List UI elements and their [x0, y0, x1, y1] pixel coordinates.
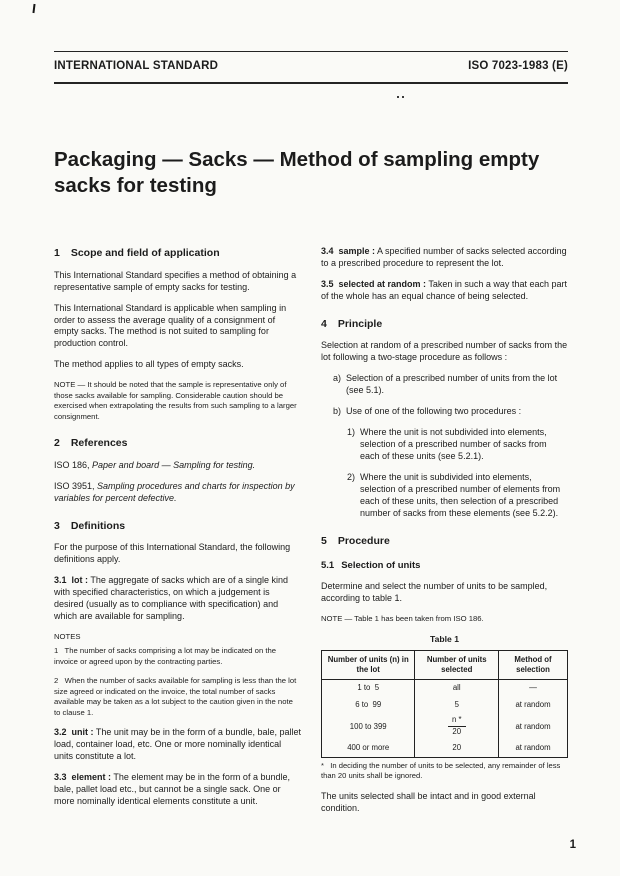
table-cell: 400 or more	[322, 740, 415, 757]
reference-title: Paper and board — Sampling for testing.	[92, 459, 256, 470]
reference-title: Sampling procedures and charts for inspection by variables for percent defective.	[54, 480, 298, 503]
section-title: References	[70, 437, 128, 450]
section-3-heading	[54, 520, 301, 533]
list-item-a: a) Selection of a prescribed number of units from the lot (see 5.1).	[333, 373, 560, 396]
section-number: 5.1	[321, 559, 335, 571]
definition-3-3	[54, 772, 301, 808]
table-header-row	[322, 651, 568, 680]
list-item-b1: 1) Where the unit is not subdivided into elements, selection of a prescribed number of sacks from each of these units (see 5.2.1).	[347, 427, 550, 462]
section-title: Principle	[337, 317, 383, 330]
section-title: Definitions	[70, 519, 126, 532]
section-title: Selection of units	[341, 559, 421, 571]
paragraph: The method applies to all types of empty sacks.	[54, 359, 244, 370]
table-header-cell: Method of selection	[499, 651, 568, 680]
page-header	[54, 60, 568, 72]
table-cell	[415, 713, 499, 740]
section-title: Procedure	[337, 535, 390, 548]
section-2-heading	[54, 437, 301, 450]
note: NOTE — It should be noted that the sample is representative only of those sacks available for sampling. Considerable caution should be exercised when extrapolating the results from such sampling to a larger consignment.	[54, 380, 299, 421]
section-5-1-heading	[321, 560, 568, 573]
standard-type-label: INTERNATIONAL STANDARD	[54, 60, 219, 72]
paragraph: For the purpose of this International Standard, the following definitions apply.	[54, 542, 293, 565]
paragraph: Selection at random of a prescribed number of sacks from the lot following a two-stage procedure as follows :	[321, 340, 570, 363]
table-cell: —	[499, 680, 568, 697]
content-columns	[54, 246, 568, 824]
reference-iso-186	[54, 460, 301, 472]
fraction-numerator: n *	[448, 716, 466, 727]
definition-text: A specified number of sacks selected according to a prescribed procedure to represent the lot.	[321, 246, 570, 268]
section-number: 1	[54, 247, 60, 259]
definition-text: The unit may be in the form of a bundle, bale, pallet load, container load, etc. One or more nominally identical units constitute a lot.	[54, 727, 304, 762]
definition-3-1	[54, 575, 301, 623]
table-cell: at random	[499, 697, 568, 713]
table-cell: all	[415, 680, 499, 697]
table-1	[321, 650, 568, 758]
paragraph: Determine and select the number of units to be sampled, according to table 1.	[321, 581, 550, 604]
table-cell: 1 to 5	[322, 680, 415, 697]
table-cell: 5	[415, 697, 499, 713]
section-number: 5	[321, 535, 327, 548]
fraction-denominator: 20	[452, 727, 462, 737]
definition-term: 3.3 element :	[54, 772, 112, 783]
definition-3-4	[321, 246, 568, 270]
header-rule-bottom	[54, 82, 568, 84]
reference-iso-3951	[54, 481, 301, 505]
paragraph: The units selected shall be intact and in good external condition.	[321, 791, 539, 814]
definition-text: The element may be in the form of a bundle, bale, pallet load etc., but cannot be a single sack. One or more nominally identical elements constitute a unit.	[54, 772, 293, 807]
table-cell: 6 to 99	[322, 697, 415, 713]
section-1-heading	[54, 247, 301, 260]
section-number: 3	[54, 519, 60, 532]
document-title: Packaging — Sacks — Method of sampling empty sacks for testing	[54, 148, 545, 198]
section-4-heading	[321, 318, 568, 331]
left-column	[54, 246, 304, 824]
definition-term: 3.5 selected at random :	[321, 278, 427, 289]
scan-artifact	[397, 96, 399, 98]
definition-term: 3.2 unit :	[54, 727, 94, 738]
scan-artifact	[32, 4, 35, 13]
table-footnote: * In deciding the number of units to be selected, any remainder of less than 20 units shall be ignored.	[321, 760, 563, 781]
table-cell: 20	[415, 740, 499, 757]
list-item-b: b) Use of one of the following two procedures :	[333, 406, 522, 417]
section-title: Scope and field of application	[70, 247, 220, 259]
paragraph: This International Standard specifies a method of obtaining a representative sample of empty sacks for testing.	[54, 269, 299, 292]
notes-label: NOTES	[54, 632, 81, 642]
table-row	[322, 740, 568, 757]
table-header-cell: Number of units (n) in the lot	[322, 651, 415, 680]
note: 2 When the number of sacks available for sampling is less than the lot size agreed or indicated on the invoice, the total number of sacks available may be taken as a lot subject to the caution given in the note to clause 1.	[54, 676, 299, 717]
section-number: 2	[54, 437, 60, 450]
definition-text: The aggregate of sacks which are of a single kind with specified characteristics, on which a judgement is desired (usually as to compliance with specification) and which are available for sampling.	[54, 575, 291, 622]
reference-label: ISO 3951,	[54, 480, 95, 491]
table-caption: Table 1	[430, 633, 459, 644]
definition-term: 3.1 lot :	[54, 575, 89, 586]
definition-term: 3.4 sample :	[321, 246, 376, 256]
page-number: 1	[569, 839, 576, 851]
definition-text: Taken in such a way that each part of the whole has an equal chance of being selected.	[321, 278, 570, 301]
note: 1 The number of sacks comprising a lot may be indicated on the invoice or agreed upon by the contracting parties.	[54, 646, 279, 666]
table-cell: 100 to 399	[322, 713, 415, 740]
table-cell: at random	[499, 713, 568, 740]
definition-3-2	[54, 727, 304, 763]
section-5-heading	[321, 535, 568, 548]
header-rule-top	[54, 51, 568, 52]
table-row	[322, 713, 568, 740]
reference-label: ISO 186,	[54, 459, 90, 470]
note: NOTE — Table 1 has been taken from ISO 186.	[321, 614, 484, 624]
paragraph: This International Standard is applicable when sampling in order to assess the average quality of a consignment of empty sacks. The method is not suited to sampling for production control.	[54, 302, 289, 349]
fraction	[448, 716, 466, 737]
list-item-b2: 2) Where the unit is subdivided into elements, selection of a prescribed number of elements from each of these units, then selection of a prescribed number of sacks from these elements (see 5.2.2).	[347, 472, 563, 519]
definition-3-5	[321, 279, 568, 303]
table-row	[322, 680, 568, 697]
table-header-cell: Number of units selected	[415, 651, 499, 680]
right-column	[321, 246, 568, 824]
section-number: 4	[321, 317, 327, 330]
table-row	[322, 697, 568, 713]
standard-number: ISO 7023-1983 (E)	[468, 60, 568, 72]
table-cell: at random	[499, 740, 568, 757]
